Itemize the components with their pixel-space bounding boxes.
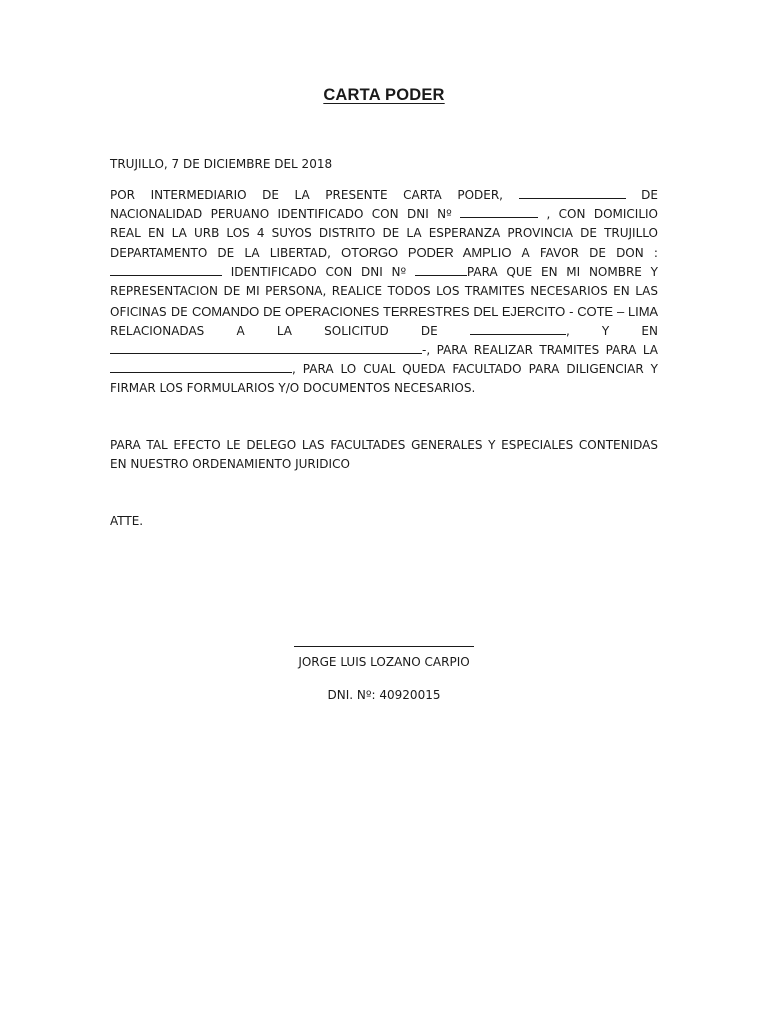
highlight-text: COMANDO DE OPERACIONES TERRESTRES DEL EJERCITO - COTE – LIMA — [192, 303, 658, 319]
closing-text: ATTE. — [110, 514, 144, 528]
delegation-paragraph — [110, 436, 658, 474]
signature-line — [294, 628, 474, 647]
text-segment: IDENTIFICADO CON DNI Nº — [230, 265, 407, 280]
paragraph-line: FIRMAR LOS FORMULARIOS Y/O DOCUMENTOS NECESARIOS. — [110, 380, 476, 395]
paragraph-line: REAL EN LA URB LOS 4 SUYOS DISTRITO DE LA ESPERANZA PROVINCIA DE TRUJILLO — [110, 226, 658, 241]
paragraph-line — [110, 243, 658, 263]
document-title: CARTA PODER — [323, 86, 445, 104]
blank-field-dni — [460, 205, 538, 218]
paragraph-line: REPRESENTACION DE MI PERSONA, REALICE TODOS LOS TRAMITES NECESARIOS EN LAS — [110, 284, 658, 299]
paragraph-line — [110, 186, 658, 205]
blank-field-purpose — [110, 360, 292, 373]
text-segment: , CON DOMICILIO — [546, 207, 658, 222]
text-segment: POR INTERMEDIARIO DE LA PRESENTE CARTA PODER, — [110, 188, 503, 202]
text-segment: , PARA LO CUAL QUEDA FACULTADO PARA DILIGENCIAR Y — [292, 361, 658, 376]
signer-dni: DNI. Nº: 40920015 — [327, 688, 441, 702]
text-segment: A FAVOR DE DON : — [521, 246, 658, 261]
paragraph-line — [110, 205, 658, 224]
document-date: TRUJILLO, 7 DE DICIEMBRE DEL 2018 — [110, 157, 333, 171]
text-segment: NACIONALIDAD PERUANO IDENTIFICADO CON DNI Nº — [110, 207, 452, 222]
highlight-text: OTORGO PODER AMPLIO — [341, 245, 512, 261]
text-segment: DE — [641, 188, 658, 202]
blank-field-name — [519, 186, 626, 199]
text-segment: - — [422, 342, 427, 357]
text-segment: , PARA REALIZAR TRAMITES PARA LA — [426, 342, 658, 357]
paragraph-line — [110, 302, 658, 322]
signature-block — [0, 628, 768, 702]
text-segment: DEPARTAMENTO DE LA LIBERTAD, — [110, 246, 331, 261]
paragraph-line — [110, 263, 658, 282]
text-segment: PARA QUE EN MI NOMBRE Y — [466, 265, 658, 280]
main-paragraph — [110, 186, 658, 398]
blank-field-attorney-name — [110, 263, 222, 276]
blank-field-attorney-dni — [415, 263, 467, 276]
paragraph-line — [110, 322, 658, 341]
blank-field-request — [470, 322, 566, 335]
paragraph-line — [110, 360, 658, 379]
signer-name: JORGE LUIS LOZANO CARPIO — [298, 655, 470, 669]
paragraph-line: PARA TAL EFECTO LE DELEGO LAS FACULTADES GENERALES Y ESPECIALES CONTENIDAS — [110, 438, 658, 452]
paragraph-line — [110, 341, 658, 360]
paragraph-line: EN NUESTRO ORDENAMIENTO JURIDICO — [110, 457, 350, 472]
text-segment: OFICINAS DE — [110, 304, 188, 319]
text-segment: RELACIONADAS A LA SOLICITUD DE — [110, 323, 438, 338]
blank-field-place — [110, 341, 422, 354]
text-segment: , Y EN — [565, 323, 658, 338]
